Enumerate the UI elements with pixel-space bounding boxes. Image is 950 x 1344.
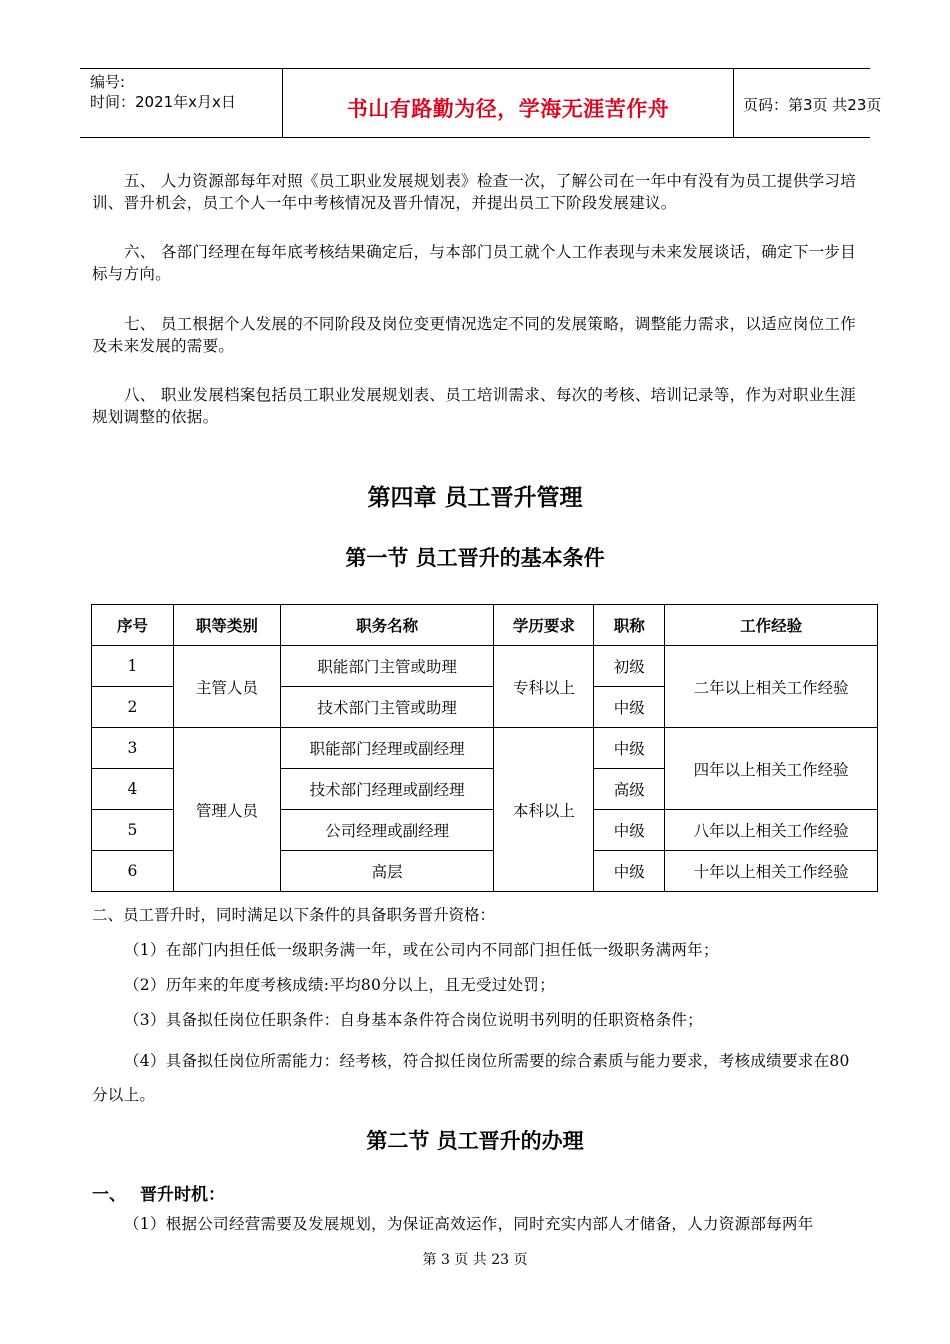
cell-title: 中级 [594,810,665,851]
cell-education: 专科以上 [494,646,594,728]
condition-item: （3）具备拟任岗位任职条件：自身基本条件符合岗位说明书列明的任职资格条件； [124,1011,703,1029]
paragraph-last: （1）根据公司经营需要及发展规划，为保证高效运作，同时充实内部人才储备，人力资源部每两年 [124,1215,814,1233]
cell-no: 3 [92,728,174,769]
section-title-2: 第二节 员工晋升的办理 [366,1129,584,1153]
cell-title: 中级 [594,687,665,728]
promotion-conditions-table [91,604,878,892]
cell-no: 5 [92,810,174,851]
chapter-title: 第四章 员工晋升管理 [367,485,583,511]
cell-title: 中级 [594,851,665,892]
table-header-row [92,605,878,646]
paragraph-8: 八、 职业发展档案包括员工职业发展规划表、员工培训需求、每次的考核、培训记录等，作为对职业生涯规划调整的依据。 [92,386,857,426]
conditions-intro: 二、员工晋升时，同时满足以下条件的具备职务晋升资格： [92,906,496,924]
page-header [80,68,882,138]
table-row [92,646,878,687]
cell-no: 6 [92,851,174,892]
cell-title: 高级 [594,769,665,810]
cell-title: 中级 [594,728,665,769]
cell-experience: 十年以上相关工作经验 [665,851,878,892]
subsection-heading [92,1180,225,1205]
cell-position: 公司经理或副经理 [280,810,494,851]
cell-education: 本科以上 [494,728,594,892]
cell-category: 主管人员 [173,646,280,728]
cell-position: 高层 [280,851,494,892]
cell-experience: 八年以上相关工作经验 [665,810,878,851]
header-cell: 职称 [594,605,665,646]
header-page-cell [733,69,882,137]
cell-no: 4 [92,769,174,810]
subsection-number: 一、 [92,1185,126,1205]
header-cell: 学历要求 [494,605,594,646]
cell-title: 初级 [594,646,665,687]
paragraph-5: 五、 人力资源部每年对照《员工职业发展规划表》检查一次，了解公司在一年中有没有为员工提供学习培训、晋升机会，员工个人一年中考核情况及晋升情况，并提出员工下阶段发展建议。 [92,172,857,212]
cell-position: 技术部门经理或副经理 [280,769,494,810]
subsection-title: 晋升时机： [140,1185,225,1205]
time-label: 时间：2021年x月x日 [90,93,236,111]
header-motto-cell [282,69,734,137]
condition-item: （4）具备拟任岗位所需能力：经考核，符合拟任岗位所需要的综合素质与能力要求，考核成绩要求在80分以上。 [92,1052,850,1104]
header-cell: 序号 [92,605,174,646]
header-cell: 职务名称 [280,605,494,646]
cell-position: 技术部门主管或助理 [280,687,494,728]
paragraph-7: 七、 员工根据个人发展的不同阶段及岗位变更情况选定不同的发展策略，调整能力需求，以适应岗位工作及未来发展的需要。 [92,315,857,355]
cell-category: 管理人员 [173,728,280,892]
cell-no: 1 [92,646,174,687]
motto: 书山有路勤为径，学海无涯苦作舟 [346,97,670,121]
cell-no: 2 [92,687,174,728]
cell-experience: 二年以上相关工作经验 [665,646,878,728]
cell-experience: 四年以上相关工作经验 [665,728,878,810]
section-title-1: 第一节 员工晋升的基本条件 [345,546,605,570]
page-footer: 第 3 页 共 23 页 [422,1252,528,1268]
header-meta-cell [80,69,282,137]
cell-position: 职能部门主管或助理 [280,646,494,687]
page-number-label: 页码：第3页 共23页 [743,96,882,114]
condition-item: （2）历年来的年度考核成绩:平均80分以上，且无受过处罚； [124,976,556,994]
condition-item: （1）在部门内担任低一级职务满一年，或在公司内不同部门担任低一级职务满两年； [124,941,719,959]
table-row [92,728,878,769]
header-cell: 工作经验 [665,605,878,646]
serial-label: 编号: [90,73,126,91]
header-cell: 职等类别 [173,605,280,646]
paragraph-6: 六、 各部门经理在每年底考核结果确定后，与本部门员工就个人工作表现与未来发展谈话，确定下一步目标与方向。 [92,243,857,283]
cell-position: 职能部门经理或副经理 [280,728,494,769]
